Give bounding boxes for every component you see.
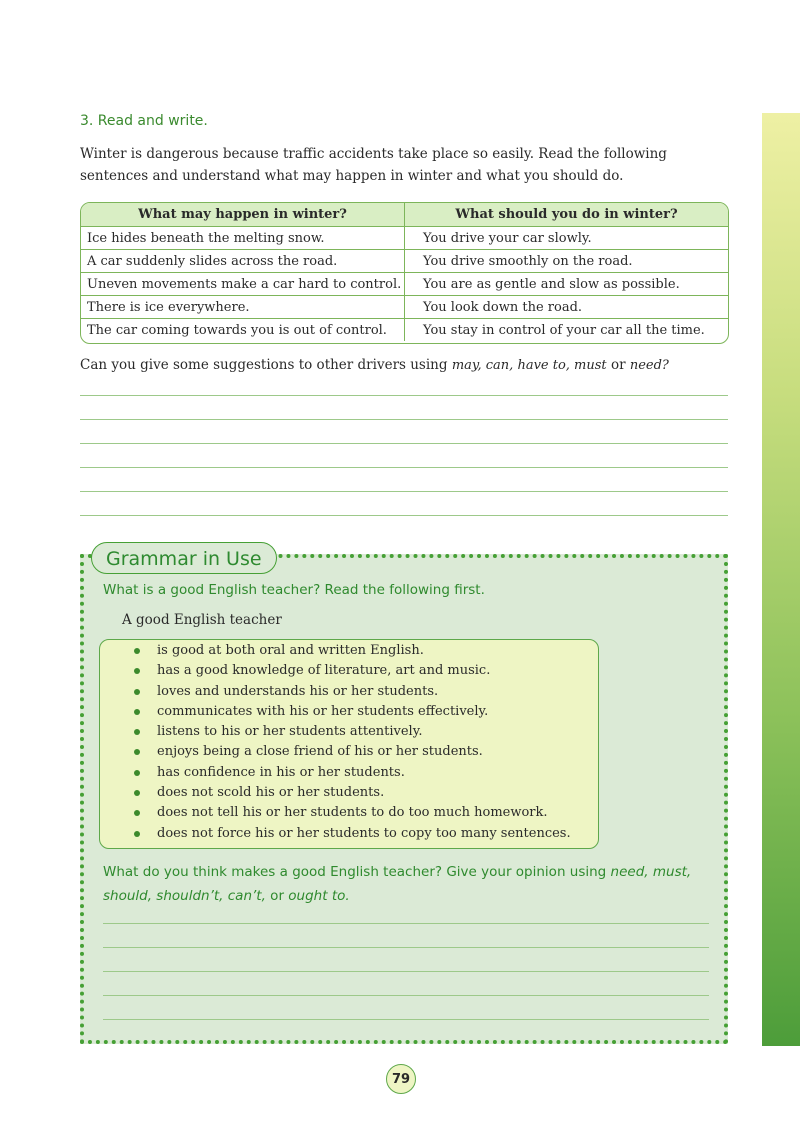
writing-line[interactable] <box>103 923 709 924</box>
table-cell: You drive smoothly on the road. <box>405 250 729 273</box>
grammar-title: Grammar in Use <box>91 542 277 574</box>
suggestion-text: Can you give some suggestions to other drivers using <box>80 357 452 373</box>
writing-line[interactable] <box>80 419 728 420</box>
suggestion-last-modal: need? <box>629 358 669 373</box>
table-cell: Ice hides beneath the melting snow. <box>81 227 405 250</box>
table-row <box>81 296 728 319</box>
bullet-icon <box>134 831 140 837</box>
writing-line[interactable] <box>80 491 728 492</box>
list-item: does not force his or her students to copy too many sentences. <box>130 824 571 844</box>
list-item: does not tell his or her students to do too much homework. <box>130 803 571 823</box>
writing-line[interactable] <box>103 971 709 972</box>
table-header-should: What should you do in winter? <box>405 203 729 227</box>
bullet-icon <box>134 709 140 715</box>
bullet-icon <box>134 790 140 796</box>
table-cell: The car coming towards you is out of control. <box>81 319 405 342</box>
table-cell: Uneven movements make a car hard to control. <box>81 273 405 296</box>
list-item: is good at both oral and written English. <box>130 641 571 661</box>
grammar-subtitle: A good English teacher <box>122 612 282 628</box>
writing-line[interactable] <box>80 467 728 468</box>
table-row <box>81 250 728 273</box>
opinion-last-modal: ought to. <box>288 888 350 904</box>
table-cell: You look down the road. <box>405 296 729 319</box>
writing-line[interactable] <box>80 395 728 396</box>
list-item: loves and understands his or her students. <box>130 682 571 702</box>
bullet-icon <box>134 648 140 654</box>
list-item: does not scold his or her students. <box>130 783 571 803</box>
list-item: has confidence in his or her students. <box>130 763 571 783</box>
table-cell: A car suddenly slides across the road. <box>81 250 405 273</box>
bullet-icon <box>134 749 140 755</box>
table-row <box>81 227 728 250</box>
page-number: 79 <box>386 1064 416 1094</box>
qualities-list <box>130 641 571 844</box>
bullet-icon <box>134 689 140 695</box>
suggestion-or: or <box>606 357 630 373</box>
bullet-icon <box>134 810 140 816</box>
bullet-icon <box>134 729 140 735</box>
table-row <box>81 319 728 342</box>
bullet-icon <box>134 668 140 674</box>
table-cell: You drive your car slowly. <box>405 227 729 250</box>
side-color-bar <box>762 113 800 1046</box>
table-cell: There is ice everywhere. <box>81 296 405 319</box>
table-cell: You are as gentle and slow as possible. <box>405 273 729 296</box>
opinion-question <box>103 860 713 908</box>
writing-line[interactable] <box>103 1019 709 1020</box>
writing-line[interactable] <box>80 443 728 444</box>
list-item: has a good knowledge of literature, art and music. <box>130 661 571 681</box>
table-header-happen: What may happen in winter? <box>81 203 405 227</box>
section-heading: 3. Read and write. <box>80 113 208 129</box>
list-item: communicates with his or her students effectively. <box>130 702 571 722</box>
bullet-icon <box>134 770 140 776</box>
section-intro: Winter is dangerous because traffic accidents take place so easily. Read the following sentences and understand what may happen in winter and what you should do. <box>80 146 667 184</box>
opinion-or: or <box>265 888 289 904</box>
opinion-modals: need, must, should, shouldn’t, can’t, <box>103 864 692 904</box>
writing-line[interactable] <box>103 995 709 996</box>
table-row <box>81 273 728 296</box>
writing-line[interactable] <box>103 947 709 948</box>
list-item: listens to his or her students attentively. <box>130 722 571 742</box>
table-cell: You stay in control of your car all the time. <box>423 322 705 338</box>
suggestion-modals: may, can, have to, must <box>451 358 607 373</box>
suggestion-question <box>80 357 669 373</box>
winter-table <box>80 202 729 344</box>
list-item: enjoys being a close friend of his or her students. <box>130 742 571 762</box>
grammar-question: What is a good English teacher? Read the following first. <box>103 582 485 598</box>
opinion-text: What do you think makes a good English teacher? Give your opinion using <box>103 864 611 880</box>
writing-line[interactable] <box>80 515 728 516</box>
